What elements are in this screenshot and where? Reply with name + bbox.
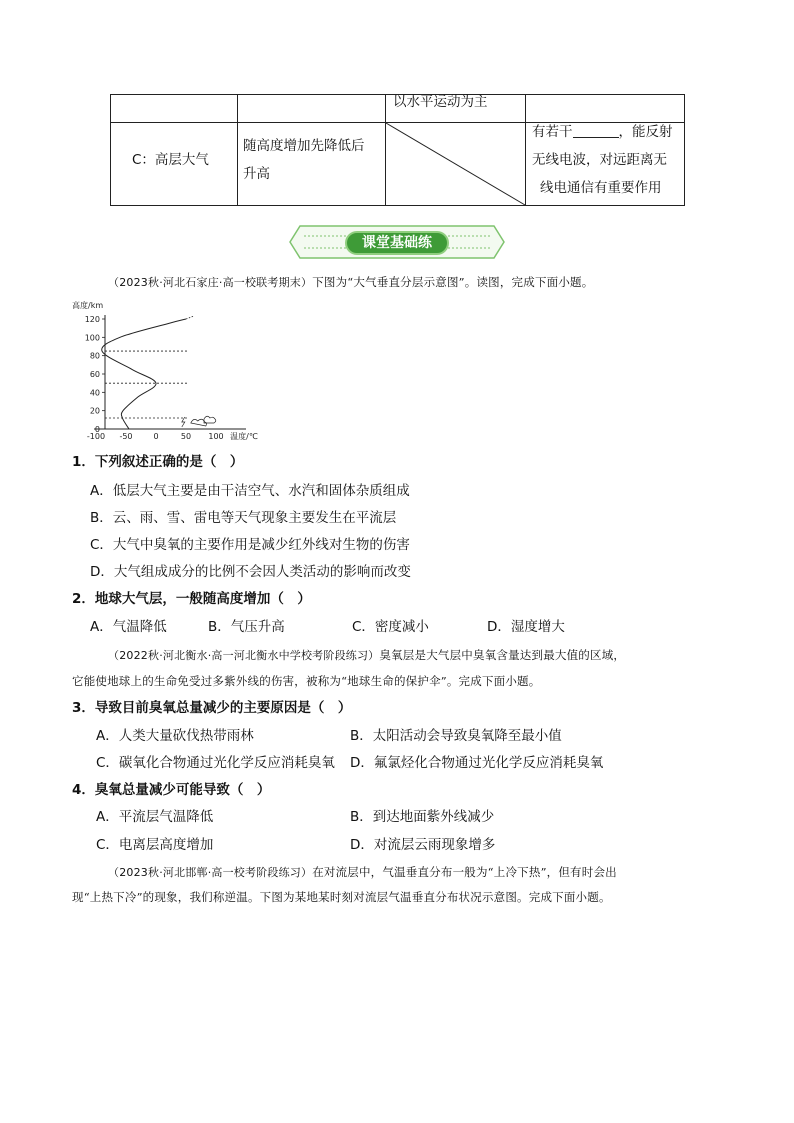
table-r1-c3: 以水平运动为主 xyxy=(393,94,488,110)
intro-2-source: （2022秋·河北衡水·高一河北衡水中学校考阶段练习） xyxy=(108,649,380,662)
q2-option-c[interactable]: C．密度减小 xyxy=(352,619,429,635)
table-r2-c4-line2: 无线电波，对远距离无 xyxy=(532,152,667,168)
q2-stem: 2．地球大气层，一般随高度增加（ ） xyxy=(72,591,311,607)
q2-option-d[interactable]: D．湿度增大 xyxy=(487,619,565,635)
y-axis-label: 高度/km xyxy=(72,301,104,310)
atmosphere-table xyxy=(110,94,685,206)
q3-stem: 3．导致目前臭氧总量减少的主要原因是（ ） xyxy=(72,700,352,716)
q2-option-a[interactable]: A．气温降低 xyxy=(90,619,167,635)
x-tick-label: 100 xyxy=(208,432,224,441)
q4-option-d[interactable]: D．对流层云雨现象增多 xyxy=(350,837,496,853)
y-tick-label: 20 xyxy=(89,406,100,416)
cell-text-pre: 有若干 xyxy=(532,124,573,140)
q1-option-a[interactable]: A．低层大气主要是由干洁空气、水汽和固体杂质组成 xyxy=(90,483,410,499)
y-tick-label: 120 xyxy=(84,315,100,324)
x-tick-label: 0 xyxy=(153,432,159,441)
intro-2-line1 xyxy=(108,645,625,666)
table-r2-c2-line1: 随高度增加先降低后 xyxy=(243,138,365,154)
intro-3-line2: 现“上热下冷”的现象，我们称逆温。下图为某地某时刻对流层气温垂直分布状况示意图。完成下面小题。 xyxy=(72,890,611,904)
x-tick-label: -100 xyxy=(86,432,106,441)
y-tick-label: 60 xyxy=(89,370,100,379)
q1-option-d[interactable]: D．大气组成成分的比例不会因人类活动的影响而改变 xyxy=(90,564,411,580)
table-r2-c2-line2: 升高 xyxy=(243,166,270,182)
table-r2-c4-line3: 线电通信有重要作用 xyxy=(540,180,662,196)
intro-3-text1: 在对流层中，气温垂直分布一般为“上冷下热”，但有时会出 xyxy=(312,865,617,879)
intro-3-source: （2023秋·河北邯郸·高一校考阶段练习） xyxy=(108,866,313,879)
q3-option-c[interactable]: C．碳氧化合物通过光化学反应消耗臭氧 xyxy=(96,755,335,771)
y-tick-label: 40 xyxy=(89,388,100,398)
table-r2-c1: C：高层大气 xyxy=(132,152,209,168)
intro-1-source: （2023秋·河北石家庄·高一校联考期末） xyxy=(108,276,313,289)
y-tick-label: 80 xyxy=(89,351,100,361)
cloud-icon xyxy=(204,416,216,423)
intro-2-line2: 它能使地球上的生命免受过多紫外线的伤害，被称为“地球生命的保护伞”。完成下面小题。 xyxy=(72,674,541,688)
q1-option-c[interactable]: C．大气中臭氧的主要作用是减少红外线对生物的伤害 xyxy=(90,537,410,553)
q2-option-b[interactable]: B．气压升高 xyxy=(208,619,285,635)
q3-option-a[interactable]: A．人类大量砍伐热带雨林 xyxy=(96,728,254,744)
q4-option-b[interactable]: B．到达地面紫外线减少 xyxy=(350,809,495,825)
x-tick-label: 50 xyxy=(180,432,192,441)
banner-title: 课堂基础练 xyxy=(345,231,449,255)
atmosphere-chart xyxy=(66,298,258,446)
chart-svg xyxy=(66,298,258,446)
cell-text-post: ，能反射 xyxy=(618,124,673,140)
y-tick-label: 100 xyxy=(84,333,100,343)
intro-1-text: 下图为“大气垂直分层示意图”。读图，完成下面小题。 xyxy=(312,275,594,289)
q1-stem: 1．下列叙述正确的是（ ） xyxy=(72,454,244,470)
q4-option-a[interactable]: A．平流层气温降低 xyxy=(96,809,214,825)
q3-option-d[interactable]: D．氟氯烃化合物通过光化学反应消耗臭氧 xyxy=(350,755,604,771)
section-banner xyxy=(290,222,504,262)
y-tick-label: 0 xyxy=(94,425,100,434)
q3-option-b[interactable]: B．太阳活动会导致臭氧降至最小值 xyxy=(350,728,562,744)
x-tick-label: -50 xyxy=(119,432,133,441)
temperature-curve xyxy=(102,319,186,429)
intro-2-text1: 臭氧层是大气层中臭氧含量达到最大值的区域， xyxy=(379,648,626,662)
table-r2-c4-line1 xyxy=(532,118,673,146)
q4-option-c[interactable]: C．电离层高度增加 xyxy=(96,837,214,853)
curve-tail xyxy=(186,316,194,319)
q1-option-b[interactable]: B．云、雨、雪、雷电等天气现象主要发生在平流层 xyxy=(90,510,397,526)
intro-3-line1 xyxy=(108,862,617,883)
fill-blank xyxy=(573,123,619,138)
intro-1 xyxy=(108,272,593,293)
q4-stem: 4．臭氧总量减少可能导致（ ） xyxy=(72,782,271,798)
lightning-icon xyxy=(182,417,185,427)
x-axis-label: 温度/℃ xyxy=(230,432,258,441)
